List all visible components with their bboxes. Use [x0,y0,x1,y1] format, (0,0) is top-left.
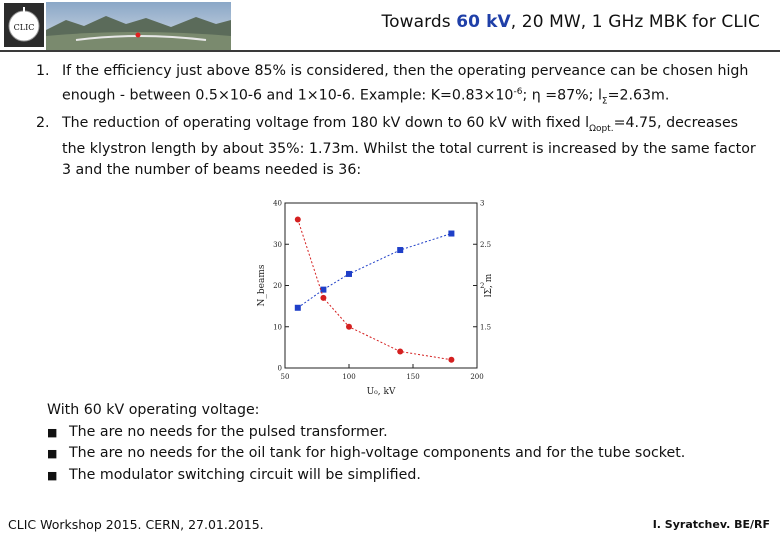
slide-title [300,12,760,32]
list-item [47,422,767,444]
title-highlight: 60 kV [456,12,511,32]
bullet-square-icon: ■ [47,425,58,439]
bullet-square-icon: ■ [47,447,58,460]
x-tick-label: 100 [342,373,356,381]
x-tick-label: 50 [280,373,290,381]
footer-author: I. Syratchev. BE/RF [652,518,770,531]
banner-image [46,2,231,50]
data-point-square [346,271,352,277]
data-point-square [295,305,301,311]
bullet-text: The are no needs for the oil tank for high-voltage components and for the tube socket. [69,445,686,461]
header-divider [0,50,780,52]
item-text: =2.63m. [607,87,670,104]
beams-length-chart [255,193,495,398]
title-prefix: Towards [381,12,457,32]
y-tick-label-left: 0 [277,364,282,373]
bullet-text: The modulator switching circuit will be simplified. [69,466,421,483]
y-tick-label-left: 20 [273,282,282,290]
item-text: ; η =87%; l [522,87,602,104]
bullet-text: The are no needs for the pulsed transformer. [69,423,388,440]
series-line [298,220,452,360]
y-tick-label-right: 3 [480,199,485,208]
data-point-circle [295,217,301,223]
list-item [47,465,767,487]
y-axis-label-left: N_beams [257,264,267,307]
title-suffix: , 20 MW, 1 GHz MBK for CLIC [510,12,760,32]
y-axis-label-right: lΣ, m [484,273,494,298]
data-point-square [448,231,454,237]
y-tick-label-right: 2.5 [480,240,492,249]
item-text: The reduction of operating voltage from 180 kV down to 60 kV with fixed l [62,114,590,131]
item-subscript: Σ [601,96,608,107]
notes-block [47,400,767,486]
data-point-square [397,247,403,253]
logo-text: CLIC [13,23,35,32]
x-tick-label: 150 [406,373,420,381]
x-tick-label: 200 [470,373,484,381]
data-point-circle [346,324,352,330]
plot-frame [285,203,477,368]
notes-heading: With 60 kV operating voltage: [47,402,260,418]
clic-logo [4,3,44,47]
item-number: 1. [36,63,50,79]
data-point-circle [320,295,326,301]
item-number: 2. [36,114,50,131]
data-point-circle [397,349,403,355]
y-tick-label-right: 2 [480,282,485,290]
bullet-square-icon: ■ [47,468,58,482]
item-superscript: -6 [513,87,523,97]
y-tick-label-right: 1.5 [480,323,492,332]
item-text: If the efficiency just above 85% is considered, then the operating perveance can be chosen high enough - between 0.5×10-6 and 1×10-6. Example: K=0.83×10 [62,63,749,104]
footer-event: CLIC Workshop 2015. CERN, 27.01.2015. [8,517,264,532]
y-tick-label-left: 10 [273,323,282,332]
list-item [47,443,767,465]
data-point-square [320,287,326,293]
list-item [36,61,756,113]
numbered-list [36,61,756,181]
data-point-circle [448,357,454,363]
item-subscript: Ωopt. [589,123,614,134]
x-axis-label: U₀, kV [366,387,396,397]
y-tick-label-left: 40 [273,199,282,208]
list-item [36,113,756,182]
y-tick-label-left: 30 [273,240,282,249]
item-text: =4.75, decreases the klystron length by about 35%: 1.73m. Whilst the total current is increased by the same factor 3 and the number of beams needed is 36: [62,114,756,179]
